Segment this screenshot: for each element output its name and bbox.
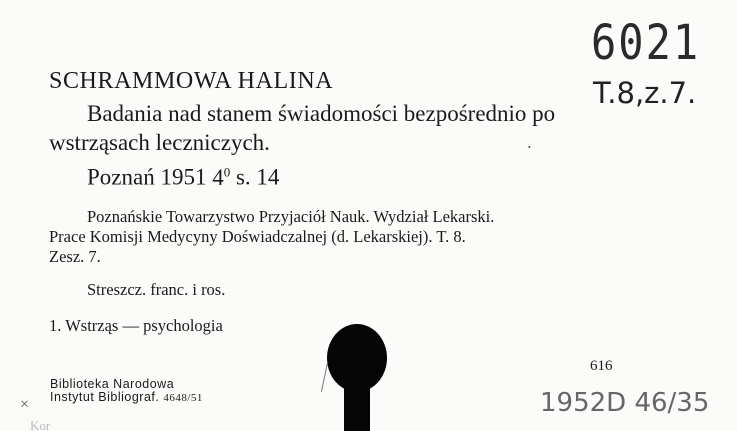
imprint-format: $4^0$ bbox=[212, 164, 231, 190]
stamp-number: 6021 bbox=[591, 14, 701, 71]
imprint-pages: s. 14 bbox=[235, 164, 280, 190]
series-line-3: Zesz. 7. bbox=[49, 247, 101, 266]
abstract-note: Streszcz. franc. i ros. bbox=[87, 280, 226, 299]
title-line-2: wstrząsach leczniczych. bbox=[49, 130, 270, 155]
library-stamp bbox=[50, 378, 203, 405]
faint-handwriting: Kor bbox=[30, 418, 51, 431]
subject-heading: 1. Wstrząs — psychologia bbox=[49, 316, 223, 335]
imprint-year: 1951 bbox=[160, 164, 207, 190]
imprint bbox=[87, 164, 279, 191]
series-line-2: Prace Komisji Medycyny Doświadczalnej (d. Lekarskiej). T. 8. bbox=[49, 227, 466, 246]
series-note bbox=[49, 207, 639, 267]
shelf-mark: T.8,z.7. bbox=[593, 76, 697, 110]
library-name: Biblioteka Narodowa bbox=[50, 377, 175, 391]
library-institute: Instytut Bibliograf. 4648/51 bbox=[50, 390, 203, 404]
x-mark: × bbox=[20, 396, 30, 413]
title-line-1: Badania nad stanem świadomości bezpośrednio po bbox=[87, 101, 556, 126]
imprint-place: Poznań bbox=[87, 164, 155, 190]
page-number: 616 bbox=[590, 358, 613, 374]
series-line-1: Poznańskie Towarzystwo Przyjaciół Nauk. Wydział Lekarski. bbox=[87, 207, 495, 226]
library-number: 4648/51 bbox=[163, 392, 203, 404]
author-heading: SCHRAMMOWA HALINA bbox=[49, 68, 334, 94]
ink-blot bbox=[322, 322, 388, 431]
bottom-handwriting: 1952D 46/35 bbox=[540, 388, 710, 418]
ink-dot: • bbox=[528, 143, 531, 152]
